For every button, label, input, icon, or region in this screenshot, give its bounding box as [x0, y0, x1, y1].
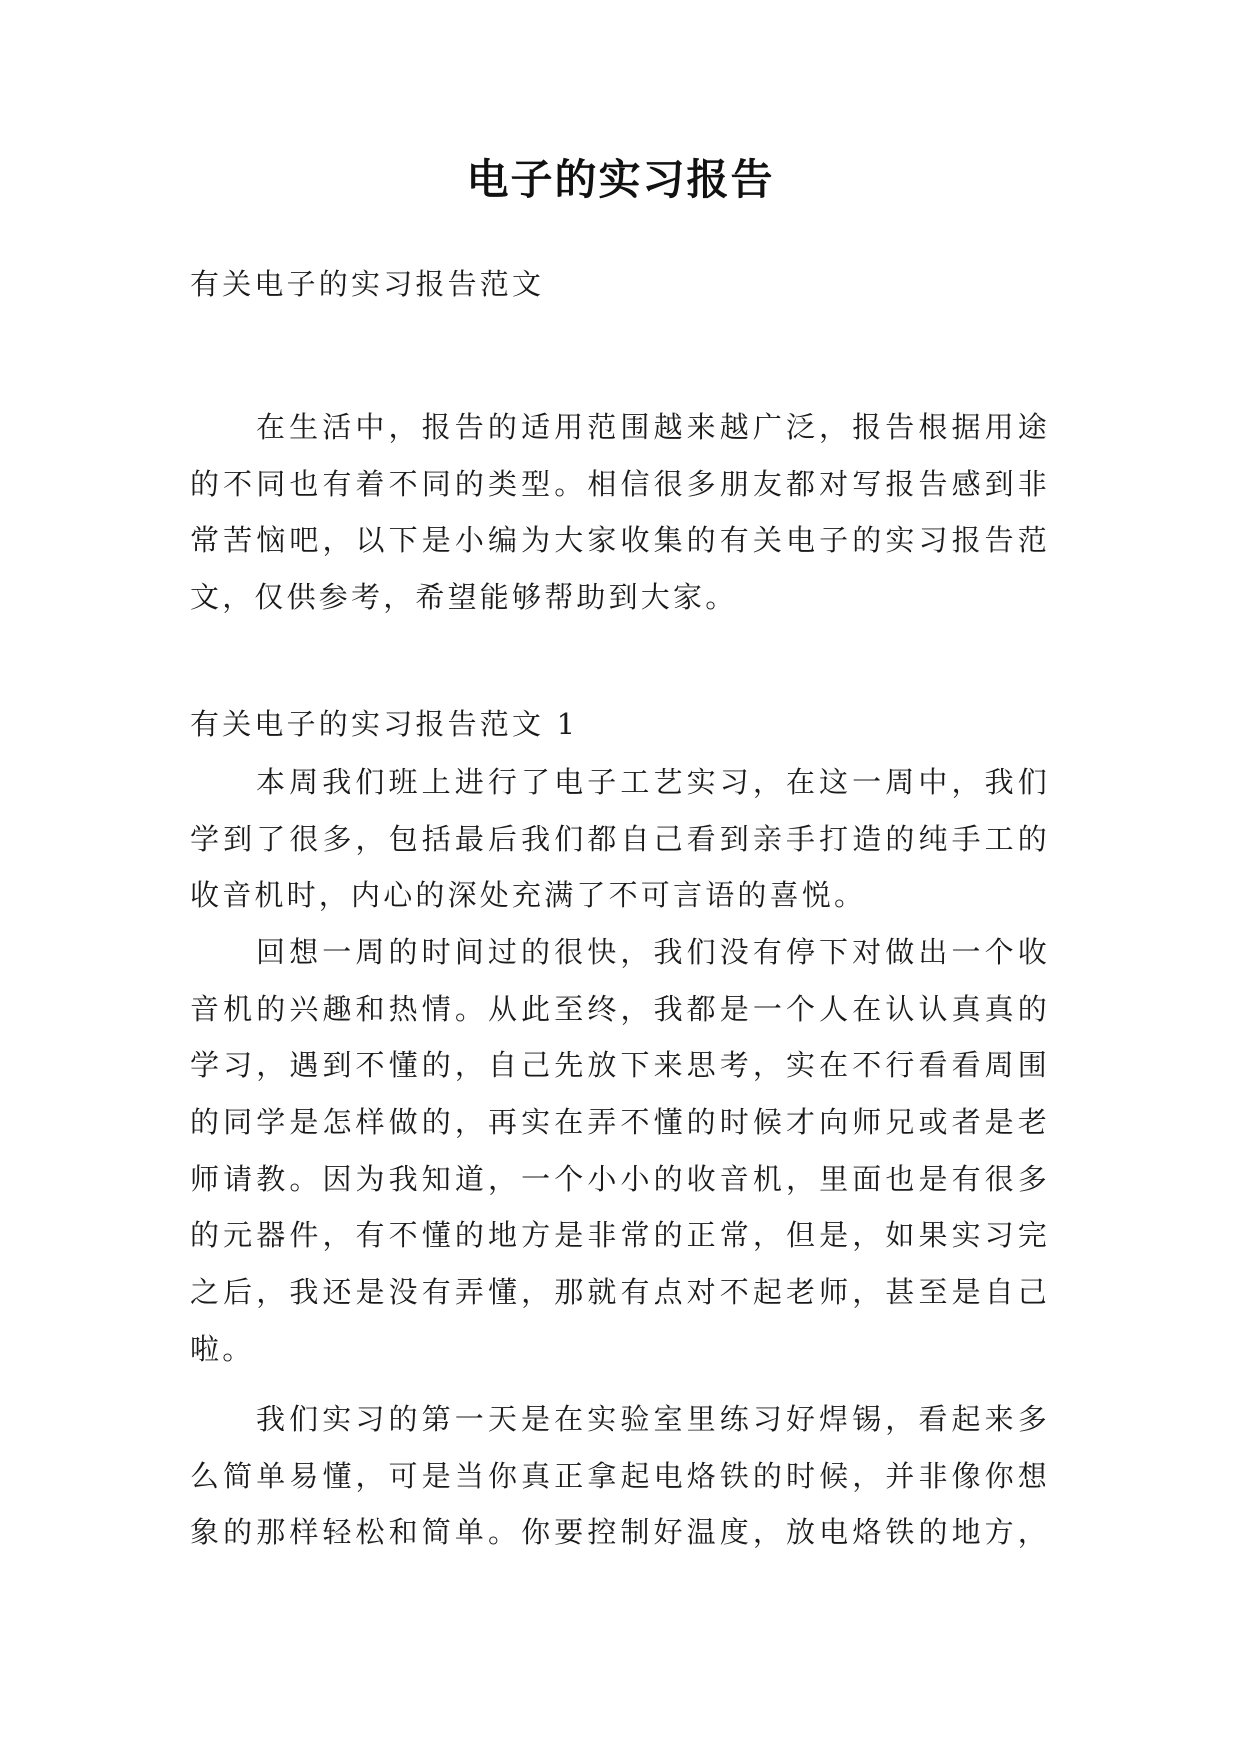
- paragraph-line: 学到了很多，包括最后我们都自己看到亲手打造的纯手工的: [190, 822, 1050, 856]
- paragraph-line: 么简单易懂，可是当你真正拿起电烙铁的时候，并非像你想: [190, 1459, 1050, 1493]
- section-heading: 有关电子的实习报告范文 1: [190, 707, 579, 741]
- paragraph-line: 回想一周的时间过的很快，我们没有停下对做出一个收: [256, 935, 1050, 969]
- intro-line: 常苦恼吧，以下是小编为大家收集的有关电子的实习报告范: [190, 523, 1050, 557]
- paragraph-line: 音机的兴趣和热情。从此至终，我都是一个人在认认真真的: [190, 992, 1050, 1026]
- paragraph-line: 的同学是怎样做的，再实在弄不懂的时候才向师兄或者是老: [190, 1105, 1050, 1139]
- intro-line: 在生活中，报告的适用范围越来越广泛，报告根据用途: [256, 410, 1050, 444]
- document-subtitle: 有关电子的实习报告范文: [190, 267, 545, 301]
- intro-line: 文，仅供参考，希望能够帮助到大家。: [190, 580, 738, 614]
- document-title: 电子的实习报告: [466, 155, 775, 204]
- paragraph-line: 的元器件，有不懂的地方是非常的正常，但是，如果实习完: [190, 1218, 1050, 1252]
- intro-line: 的不同也有着不同的类型。相信很多朋友都对写报告感到非: [190, 467, 1050, 501]
- paragraph-line: 师请教。因为我知道，一个小小的收音机，里面也是有很多: [190, 1162, 1050, 1196]
- paragraph-line: 啦。: [190, 1332, 255, 1366]
- paragraph-line: 我们实习的第一天是在实验室里练习好焊锡，看起来多: [256, 1402, 1050, 1436]
- paragraph-line: 收音机时，内心的深处充满了不可言语的喜悦。: [190, 878, 867, 912]
- paragraph-line: 本周我们班上进行了电子工艺实习，在这一周中，我们: [256, 765, 1050, 799]
- paragraph-line: 象的那样轻松和简单。你要控制好温度，放电烙铁的地方，: [190, 1515, 1050, 1549]
- paragraph-line: 学习，遇到不懂的，自己先放下来思考，实在不行看看周围: [190, 1048, 1050, 1082]
- paragraph-line: 之后，我还是没有弄懂，那就有点对不起老师，甚至是自己: [190, 1275, 1050, 1309]
